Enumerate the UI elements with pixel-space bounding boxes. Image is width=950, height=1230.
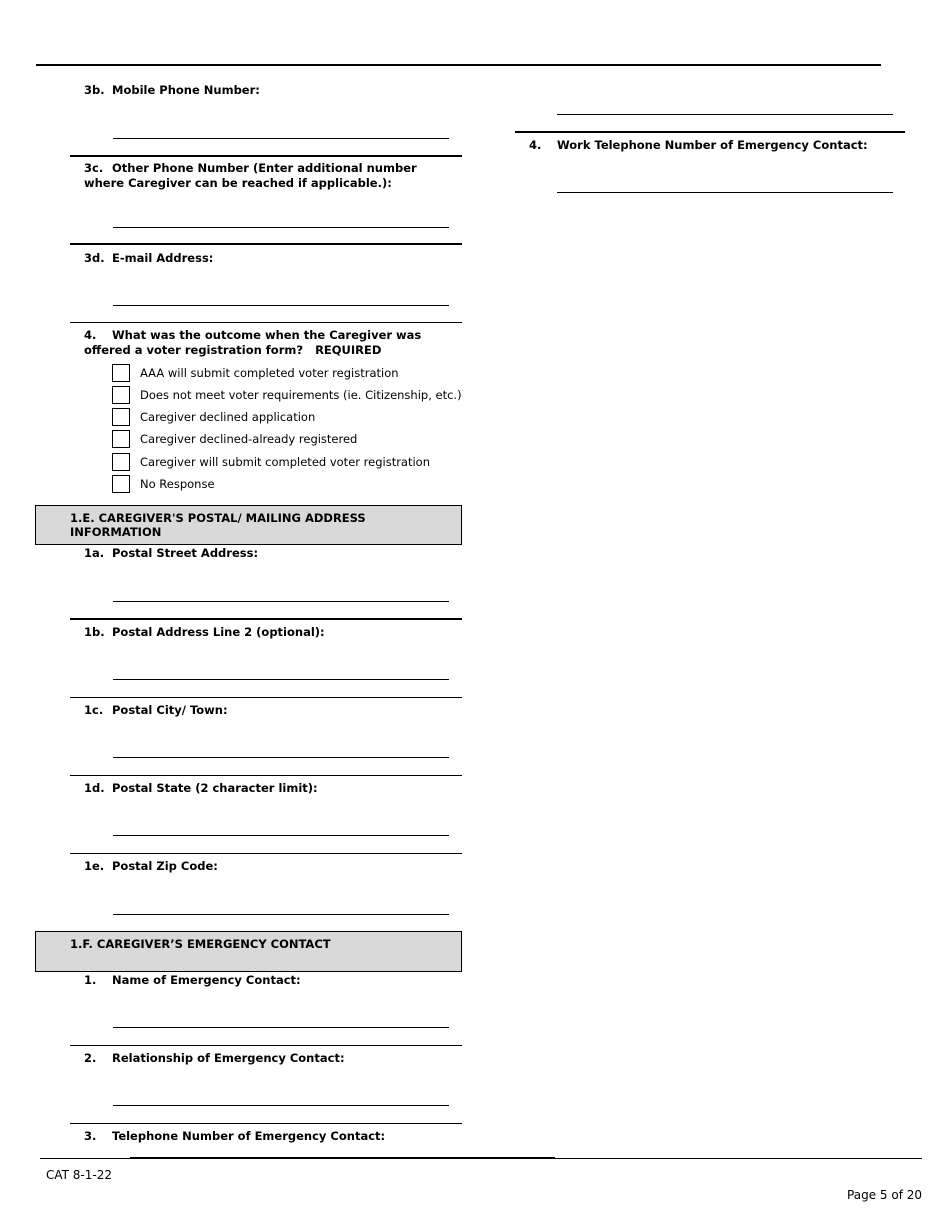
email-label: 3d. E-mail Address:	[84, 251, 214, 265]
postal-zip-field[interactable]	[113, 914, 449, 915]
postal-state-label: 1d. Postal State (2 character limit):	[84, 781, 318, 795]
emergency-relationship-label: 2. Relationship of Emergency Contact:	[84, 1051, 345, 1065]
divider	[70, 243, 462, 245]
required-badge: REQUIRED	[315, 343, 382, 357]
emergency-relationship-field[interactable]	[113, 1105, 449, 1106]
emergency-name-field[interactable]	[113, 1027, 449, 1028]
checkbox[interactable]	[112, 364, 130, 382]
section-header-postal: 1.E. CAREGIVER'S POSTAL/ MAILING ADDRESS INFORMATION	[35, 505, 462, 545]
postal-city-field[interactable]	[113, 757, 449, 758]
postal-street-label: 1a. Postal Street Address:	[84, 546, 259, 560]
divider	[70, 322, 462, 323]
postal-line2-field[interactable]	[113, 679, 449, 680]
divider	[515, 131, 905, 133]
page-number: Page 5 of 20	[847, 1188, 922, 1202]
postal-line2-label: 1b. Postal Address Line 2 (optional):	[84, 625, 325, 639]
checkbox[interactable]	[112, 430, 130, 448]
postal-street-field[interactable]	[113, 601, 449, 602]
emergency-name-label: 1. Name of Emergency Contact:	[84, 973, 301, 987]
other-phone-field[interactable]	[113, 227, 449, 228]
voter-question-label: 4. What was the outcome when the Caregiver was offered a voter registration form? REQUIRED	[84, 328, 422, 357]
checkbox[interactable]	[112, 475, 130, 493]
footer-rule-bold	[130, 1157, 555, 1159]
divider	[70, 155, 462, 157]
postal-city-label: 1c. Postal City/ Town:	[84, 703, 228, 717]
divider	[70, 1123, 462, 1124]
top-rule	[36, 64, 881, 66]
divider	[70, 853, 462, 854]
work-phone-label: 4. Work Telephone Number of Emergency Contact:	[529, 138, 868, 152]
mobile-phone-label: 3b. Mobile Phone Number:	[84, 83, 260, 97]
divider	[70, 775, 462, 776]
mobile-phone-field[interactable]	[113, 138, 449, 139]
section-header-emergency: 1.F. CAREGIVER’S EMERGENCY CONTACT	[35, 931, 462, 972]
email-field[interactable]	[113, 305, 449, 306]
checkbox[interactable]	[112, 386, 130, 404]
emergency-phone-label: 3. Telephone Number of Emergency Contact:	[84, 1129, 386, 1143]
other-phone-label: 3c. Other Phone Number (Enter additional number where Caregiver can be reached if applicable.):	[84, 161, 417, 190]
checkbox[interactable]	[112, 408, 130, 426]
divider	[70, 697, 462, 698]
divider	[70, 618, 462, 620]
checkbox[interactable]	[112, 453, 130, 471]
work-phone-field[interactable]	[557, 192, 893, 193]
emergency-phone-field[interactable]	[557, 114, 893, 115]
postal-state-field[interactable]	[113, 835, 449, 836]
form-id: CAT 8-1-22	[46, 1168, 112, 1182]
postal-zip-label: 1e. Postal Zip Code:	[84, 859, 218, 873]
divider	[70, 1045, 462, 1046]
